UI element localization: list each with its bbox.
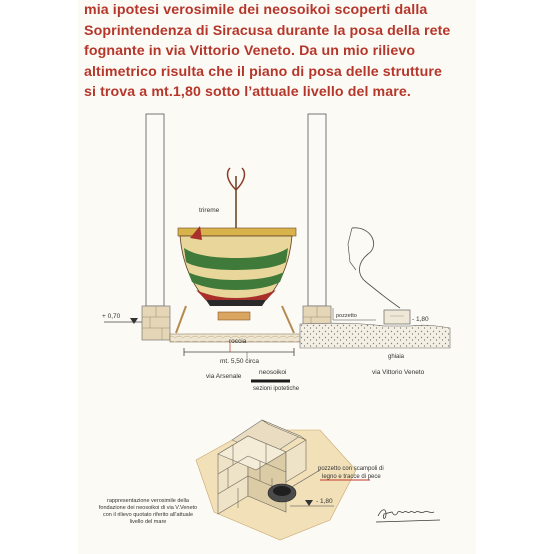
label-pozzetto-line1: pozzetto con scampoli di — [318, 466, 384, 472]
ship-support — [218, 312, 250, 320]
trireme — [178, 168, 296, 306]
caption-line-2: fondazione dei neosoikoi di via V.Veneto — [98, 505, 198, 511]
label-ghiaia: ghiaia — [388, 354, 405, 360]
label-roccia: roccia — [229, 338, 247, 345]
signature — [376, 510, 440, 522]
label-minus-180-axo: - 1,80 — [316, 498, 333, 505]
label-plus-070: + 0,70 — [102, 313, 121, 320]
label-minus-180: - 1,80 — [412, 316, 429, 323]
label-pozzetto: pozzetto — [336, 313, 357, 319]
label-distance: mt. 5,50 circa — [220, 358, 260, 365]
label-pozzetto-line2: legno e tracce di pece — [322, 474, 381, 480]
right-column — [308, 114, 326, 306]
curved-wall — [352, 228, 400, 308]
label-trireme: trireme — [199, 207, 220, 214]
label-neosoikoi: neosoikoi — [259, 369, 287, 376]
caption-line-3: con il rilievo quotato riferito all'attuale — [102, 512, 194, 518]
header-line-2: Soprintendenza di Siracusa durante la posa della rete — [84, 22, 451, 39]
cross-section — [102, 114, 450, 392]
caption-line-1: rappresentazione verosimile della — [107, 498, 189, 504]
left-column — [146, 114, 164, 306]
header-line-4: altimetrico risulta che il piano di posa delle strutture — [84, 63, 443, 80]
caption-line-4: livello del mare — [129, 519, 167, 525]
header-line-5: si trova a mt.1,80 sotto l’attuale livello del mare. — [84, 84, 411, 100]
label-vveneto: via Vittorio Veneto — [372, 369, 425, 376]
label-arsenale: via Arsenale — [206, 373, 242, 380]
label-sezioni: sezioni ipotetiche — [253, 386, 300, 392]
gravel-surface — [300, 323, 450, 348]
pozzetto-box — [384, 310, 410, 324]
axonometric-drawing — [99, 420, 440, 540]
header-line-3: fognante in via Vittorio Veneto. Da un mio rilievo — [84, 43, 416, 59]
header-line-1: mia ipotesi verosimile dei neosoikoi scoperti dalla — [84, 2, 428, 18]
